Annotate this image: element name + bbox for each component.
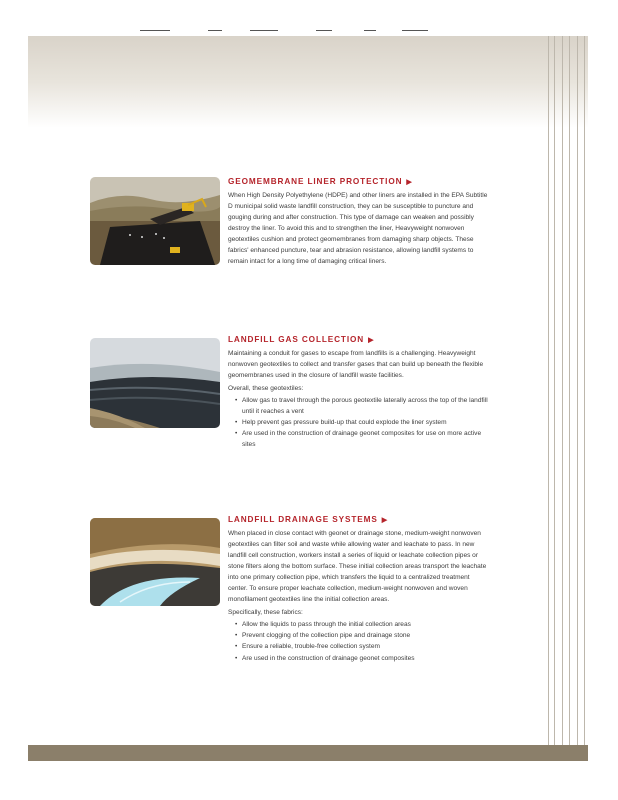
list-item: • Allow gas to travel through the porous geotextile laterally across the top of the landfill until it reaches a vent	[238, 395, 490, 417]
section-heading[interactable]	[228, 515, 490, 524]
list-item: • Allow the liquids to pass through the initial collection areas	[238, 619, 490, 630]
heading-text: LANDFILL DRAINAGE SYSTEMS	[228, 515, 378, 524]
list-item: • Help prevent gas pressure build-up that could explode the liner system	[238, 417, 490, 428]
nav-mark	[402, 30, 428, 31]
section-paragraph: Maintaining a conduit for gases to escape from landfills is a challenging. Heavyweight nonwoven geotextiles to collect and transfer gases that can build up beneath the flexible geomembranes used in the closure of landfill waste facilities.	[228, 350, 484, 380]
nav-mark	[316, 30, 332, 31]
arrow-right-icon[interactable]: ▶	[368, 337, 375, 344]
nav-mark	[364, 30, 376, 31]
heading-text: GEOMEMBRANE LINER PROTECTION	[228, 177, 403, 186]
drainage-pond-photo	[90, 518, 220, 606]
section-heading[interactable]	[228, 335, 490, 344]
list-item: • Are used in the construction of drainage geonet composites for use on more active sites	[238, 428, 490, 450]
nav-mark	[140, 30, 170, 31]
list-item: • Prevent clogging of the collection pipe and drainage stone	[238, 630, 490, 641]
section-subheading: Specifically, these fabrics:	[228, 609, 303, 617]
section-paragraph: When High Density Polyethylene (HDPE) and other liners are installed in the EPA Subtitle D municipal solid waste landfill construction, they can be susceptible to puncture and gouging during and after construction. This type of damage can weaken and possibly destroy the liner. To avoid this and to strengthen the liner, Heavyweight nonwoven geotextiles cushion and protect geomembranes from damaging sharp objects. These fabrics' enhanced puncture, tear and abrasion resistance, allowing landfill systems to remain intact for a long time of damaging critical liners.	[228, 192, 488, 266]
list-item: • Ensure a reliable, trouble-free collection system	[238, 641, 490, 652]
nav-mark	[208, 30, 222, 31]
list-item: • Are used in the construction of drainage geonet composites	[238, 653, 490, 664]
section-subheading: Overall, these geotextiles:	[228, 385, 304, 393]
decorative-vertical-lines	[548, 36, 588, 746]
nav-mark	[250, 30, 278, 31]
bullet-list	[228, 619, 490, 663]
landfill-slope-photo	[90, 338, 220, 428]
section-heading[interactable]	[228, 177, 490, 186]
header-band	[28, 36, 588, 128]
bullet-list	[228, 395, 490, 450]
arrow-right-icon[interactable]: ▶	[381, 517, 389, 524]
heading-text: LANDFILL GAS COLLECTION	[228, 335, 365, 344]
arrow-right-icon[interactable]: ▶	[406, 179, 413, 186]
top-navigation	[140, 30, 440, 34]
liner-installation-photo	[90, 177, 220, 265]
footer-band	[28, 745, 588, 761]
section-paragraph: When placed in close contact with geonet or drainage stone, medium-weight nonwoven geotextiles can filter soil and waste while allowing water and leachate to pass. In new landfill cell construction, workers install a series of liquid or leachate collection pipes or stone filters along the bottom surface. These initial collection areas transport the leachate into one primary collection pipe, which transfers the liquid to a centralized treatment center. To ensure proper leachate collection, medium-weight nonwoven and woven monofilament geotextiles line the initial collection areas.	[228, 530, 487, 604]
